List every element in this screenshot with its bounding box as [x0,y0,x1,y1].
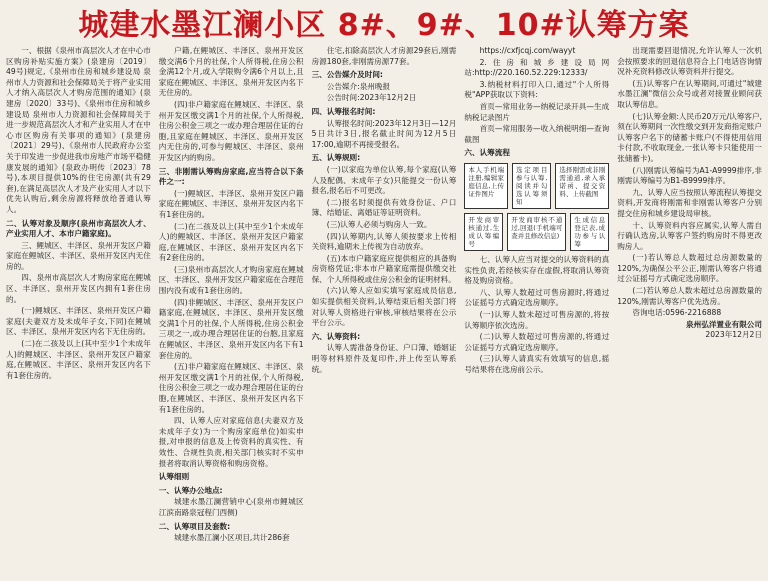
paragraph: 出现需要回退情况,允许认筹人一次机会按照要求的回退信息符合上门电话咨询情况补充资料修改认筹资料并行提交。 [617,46,762,77]
paragraph: (二)在二孩及以上(其中至少1个未成年人)的鲤城区、丰泽区、泉州开发区户籍家庭,在鲤城区、丰泽区、泉州开发区内名下有1套住房的。 [6,339,151,380]
paragraph: (五)非户籍家庭在鲤城区、丰泽区、泉州开发区缴交满1个月的社保,个人所得税,住房公积金三项之一或办理合理居住证的台胞,在鲤城区、丰泽区、泉州开发区内名下有1套住房的。 [158,362,304,414]
column-3 [312,46,457,573]
paragraph: 城建水墨江澜小区项目,共计286套 [173,533,290,543]
flow-step: 选定项目参与认筹,阅读并勾选认筹须知 [512,163,551,209]
subheading: 六、认筹流程 [464,148,510,158]
column-5 [617,46,762,573]
paragraph: 城建水墨江澜营销中心(泉州市鲤城区江滨南路泉冠程门西侧) [158,497,304,517]
subheading: 四、认筹报名时间: [311,106,376,116]
paragraph: 八、认筹人数超过可售房源时,将通过公证摇号方式确定选房顺序。 [464,287,610,308]
article-body [6,46,762,573]
contact-phone: 咨询电话:0596-2216888 [632,308,722,318]
flow-step: 开发商审核通过,生成认筹编号 [464,213,503,251]
paragraph: (一)若认筹总人数超过总房源数量的120%,为确保公平公正,刚需认筹客户将通过公证摇号方式确定选房顺序。 [617,253,762,284]
flow-step: 开发商审核不通过,回退(手机端可查并且修改信息) [507,213,566,251]
flow-step: 本人手机端注册,编辑家庭信息,上传证件图片 [464,163,508,209]
column-2 [159,46,304,573]
paragraph: (四)非鲤城区、丰泽区、泉州开发区户籍家庭,在鲤城区、丰泽区、泉州开发区缴交满1个月的社保,个人所得税,住房公积金三项之一,或办理合理居住证的台胞,且家庭在鲤城区、丰泽区、泉州开发区内名下有1套住房的。 [158,297,304,360]
subheading: 一、认筹办公地点: [158,485,223,495]
paragraph: 首页—常用业务—纳税记录开具—生成纳税记录图片 [464,101,610,122]
paragraph: (六)认筹人应如实填写家庭成员信息,如实提供相关资料,认筹结束后相关部门将对认筹人资格进行审核,审核结果将在公示平台公示。 [311,286,457,328]
paragraph: 一、根据《泉州市高层次人才在中心市区购房补贴实施方案》(泉建房〔2019〕49号)规定,《泉州市住房和城乡建设局 泉州市人力资源和社会保障局关于将产业实用人才纳入高层次人才购房范围的通知》(泉建房〔2020〕33号)、《泉州市住房和城乡建设局 泉州市人力资源和社会保障局关于进一步规范高层次人才和产业实用人才在中心市区购房有关事项的通知》(泉建房〔2021〕29号)、《泉州市人民政府办公室关于印发进一步促进我市房地产市场平稳健康发展的通知》(泉政办明传〔2023〕78号),本项目提供10%的住宅房源(共有29套),在满足高层次人才及产业实用人才以下优先认购后,剩余房源将释放给普通认筹人。 [6,46,151,214]
paragraph: https://cxfjcqj.com/wayyt [479,46,576,55]
paragraph: 住宅,扣除高层次人才房源29套后,刚需房源180套,非刚需房源77套。 [311,46,457,66]
section-heading: 认筹细则 [158,472,190,482]
paragraph: 四、认筹人应对家庭信息(夫妻双方及未成年子女)为一个购房家庭单位)如实申报,对申报的信息及上传资料的真实性、有效性、合规性负责,相关部门核实时不实申报者将取消认筹资格和购房资格。 [158,416,304,468]
paragraph: 十、认筹资料内容应属实,认筹人需自行确认选房,认筹客户签约购房时不得更改购房人。 [617,220,762,251]
issuer-name: 泉州弘洋置业有限公司 [686,319,762,329]
paragraph: (一)鲤城区、丰泽区、泉州开发区户籍家庭(夫妻双方及未成年子女,下同)在鲤城区、丰泽区、泉州开发区内名下无住房的。 [6,306,151,337]
paragraph: (二)报名时须提供有效身份证、户口簿、结婚证、离婚证等证明资料。 [311,197,457,218]
paragraph: (四)认筹期内,认筹人须按要求上传相关资料,逾期未上传视为自动放弃。 [311,231,457,252]
paragraph: (一)以家庭为单位认筹,每个家庭(认筹人及配偶、未成年子女)只能提交一份认筹报名,报名后不可更改。 [311,164,457,196]
paragraph: 首页—常用服务—收入纳税明细—查询截图 [464,124,610,144]
headline [0,0,768,44]
paragraph: 认筹报名时间:2023年12月3日—12月5日共计3日,报名截止时间为12月5日17:00,逾期不再接受报名。 [311,118,457,149]
issue-date: 2023年12月2日 [705,330,762,340]
paragraph: (三)泉州市高层次人才购房家庭在鲤城区、丰泽区、泉州开发区户籍家庭在合理范围内没有或有1套住房的。 [158,264,304,296]
paragraph: (一)认筹人数未超过可售房源的,将按认筹顺序依次选房。 [464,309,610,330]
subheading: 三、非刚需认筹购房家庭,应当符合以下条件之一: [158,166,304,187]
paragraph: 九、认筹人应当按照认筹流程认筹提交资料,开发商将刚需和非刚需认筹客户分别提交住房和城乡建设局审核。 [617,187,762,218]
paragraph: 户籍,在鲤城区、丰泽区、泉州开发区缴交满6个月的社保,个人所得税,住房公积金满12个月,或入学限购令满6个月以上,且家庭在鲤城区、丰泽区、泉州开发区内名下无住房的。 [158,46,304,98]
flow-step: 选择刚需或非刚需通道,录入承诺函、提交资料、上传截图 [555,163,609,209]
paragraph: (八)刚需认筹编号为A1-A9999排序,非刚需认筹编号为B1-B9999排序。 [617,165,762,186]
paragraph: 公告媒介:泉州晚报 [326,81,391,91]
paragraph: (三)认筹人请真实有效填写的信息,摇号结果将在选房前公示。 [464,354,610,374]
paragraph: 七、认筹人应当对提交的认筹资料的真实性负责,若经核实存在虚假,将取消认筹资格及购房资格。 [464,254,610,286]
paragraph: 公告时间:2023年12月2日 [326,93,417,103]
column-4 [464,46,609,573]
flow-step: 生成信息登记表,成功参与认筹 [570,213,609,251]
paragraph: 3.纳税材料打印入口,通过"个人所得税"APP获取以下资料: [464,79,610,100]
paragraph: 2.住房和城乡建设局网站:http://220.160.52.229:12333/ [464,57,610,78]
paragraph: (三)认筹人必须与购房人一致。 [326,219,432,229]
subheading: 二、认筹对象及顺序(泉州市高层次人才、产业实用人才、本市户籍家庭)。 [6,218,151,239]
paragraph: (二)若认筹总人数未超过总房源数量的120%,刚需认筹客户优先选房。 [617,286,762,306]
paragraph: (七)认筹金额:人民币20万元/认筹客户,须在认筹期间一次性缴交到开发商指定账户认筹客户名下的储蓄卡账户(不得使用信用卡付款,不收取现金,一张认筹卡只能使用一张储蓄卡)。 [617,111,762,163]
paragraph: (四)非户籍家庭在鲤城区、丰泽区、泉州开发区缴交满1个月的社保,个人所得税,住房公积金三项之一或办理合理居住证的台胞,且家庭在鲤城区、丰泽区、泉州开发区内无住房的,可参与鲤城区、丰泽区、泉州开发区内的购房。 [158,99,304,162]
page-title: 城建水墨江澜小区 8#、9#、10#认筹方案 [78,8,690,43]
subheading: 六、认筹资料: [311,331,361,341]
paragraph: 认筹人需准备身份证、户口簿、婚姻证明等材料原件及复印件,并上传至认筹系统。 [311,343,457,374]
subheading: 五、认筹规则: [311,153,361,163]
paragraph: (五)认筹客户在认筹期间,可通过"城建水墨江澜"微信公众号或者对接置业顾问获取认筹信息。 [617,78,762,109]
paragraph: 三、鲤城区、丰泽区、泉州开发区户籍家庭在鲤城区、丰泽区、泉州开发区内无住房的。 [6,240,151,271]
paragraph: (五)本市户籍家庭应提供相应的具备购房资格凭证;非本市户籍家庭需提供缴交社保、个人所得税或住房公积金的证明材料。 [311,253,457,284]
subheading: 二、认筹项目及套数: [158,521,231,531]
subheading: 三、公告媒介及时间: [311,70,383,80]
column-1 [6,46,151,573]
paragraph: (一)鲤城区、丰泽区、泉州开发区户籍家庭在鲤城区、丰泽区、泉州开发区内名下有1套住房的。 [158,188,304,219]
paragraph: (二)在二孩及以上(其中至少1个未成年人)的鲤城区、丰泽区、泉州开发区户籍家庭,在鲤城区、丰泽区、泉州开发区内名下有2套住房的。 [158,221,304,263]
flowchart [464,163,609,251]
paragraph: (二)认筹人数超过可售房源的,将通过公证摇号方式确定选房顺序。 [464,332,610,352]
paragraph: 四、泉州市高层次人才购房家庭在鲤城区、丰泽区、泉州开发区内拥有1套住房的。 [6,273,151,304]
